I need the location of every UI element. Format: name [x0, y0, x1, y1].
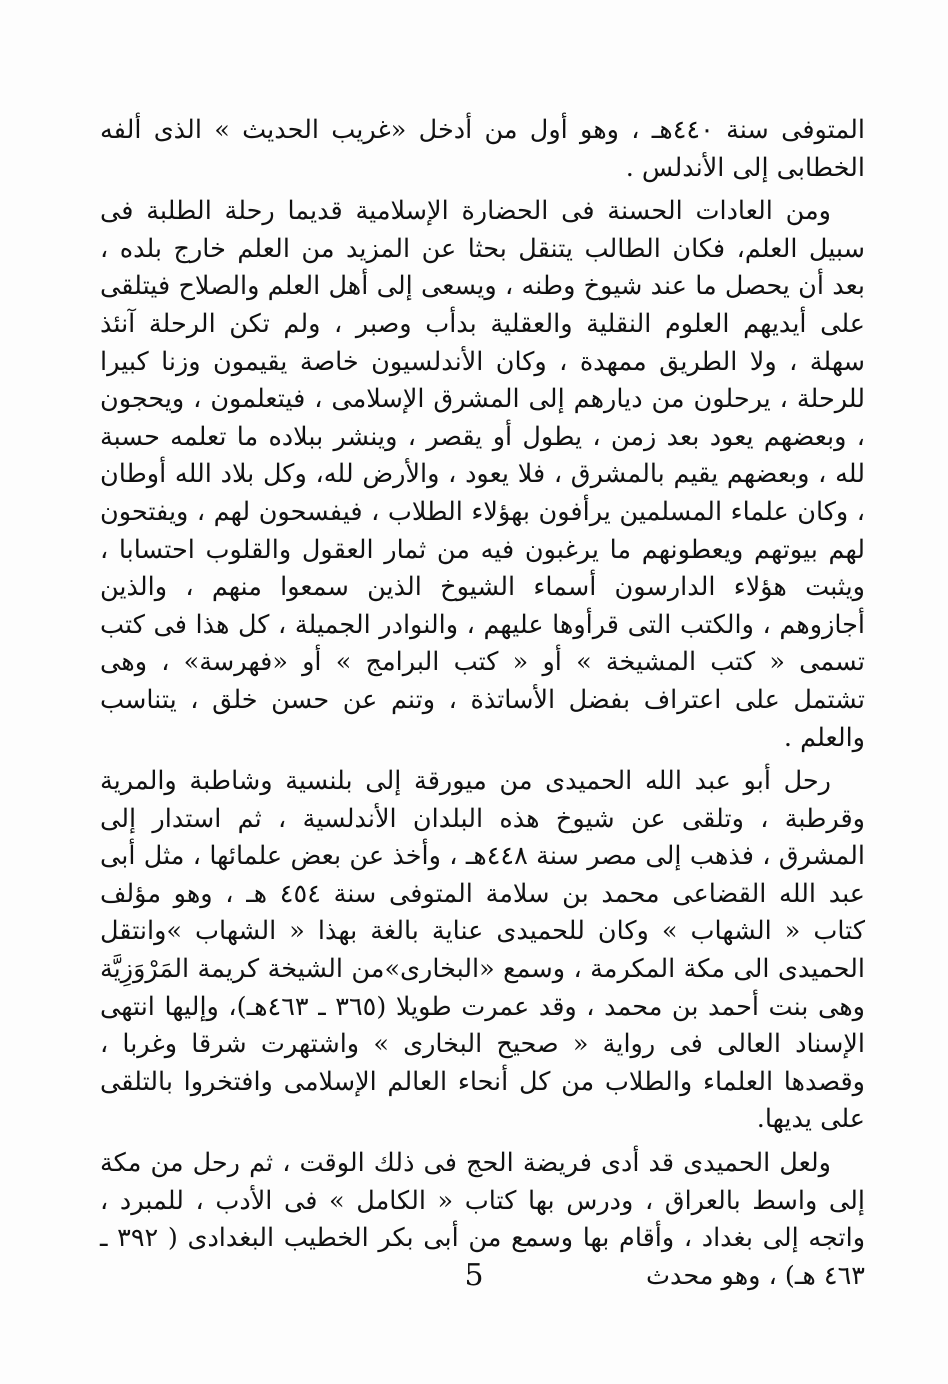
body-text	[100, 112, 865, 1301]
paragraph-scholarly-travel: ومن العادات الحسنة فى الحضارة الإسلامية قديما رحلة الطلبة فى سبيل العلم، فكان الطالب يتنقل بحثا عن المزيد من العلم خارج بلده ، بعد أن يحصل ما عند شيوخ وطنه ، ويسعى إلى أهل العلم والصلاح فيتلقى على أيديهم العلوم النقلية والعقلية بدأب وصبر ، ولم تكن الرحلة آنئذ سهلة ، ولا الطريق ممهدة ، وكان الأندلسيون خاصة يقيمون وزنا كبيرا للرحلة ، يرحلون من ديارهم إلى المشرق الإسلامى ، فيتعلمون ، ويحجون ، وبعضهم يعود بعد زمن ، يطول أو يقصر ، وينشر ببلاده ما تعلمه حسبة لله ، وبعضهم يقيم بالمشرق ، فلا يعود ، والأرض لله، وكل بلاد الله أوطان ، وكان علماء المسلمين يرأفون بهؤلاء الطلاب ، فيفسحون لهم ، ويفتحون لهم بيوتهم ويعطونهم ما يرغبون فيه من ثمار العقول والقلوب احتسابا ، ويثبت هؤلاء الدارسون أسماء الشيوخ الذين سمعوا منهم ، والذين أجازوهم ، والكتب التى قرأوها عليهم ، والنوادر الجميلة ، كل هذا فى كتب تسمى « كتب المشيخة » أو « كتب البرامج » أو «فهرسة» ، وهى تشتمل على اعتراف بفضل الأساتذة ، وتنم عن حسن خلق ، يتناسب والعلم .	[100, 196, 865, 753]
paragraph-hajj-iraq: ولعل الحميدى قد أدى فريضة الحج فى ذلك الوقت ، ثم رحل من مكة إلى واسط بالعراق ، ودرس بها كتاب « الكامل » فى الأدب ، للمبرد ، واتجه إلى بغداد ، وأقام بها وسمع من أبى بكر الخطيب البغدادى ( ٣٩٢ ـ ٤٦٣ هـ) ، وهو محدث	[100, 1148, 866, 1291]
paragraph-humaydi-journey: رحل أبو عبد الله الحميدى من ميورقة إلى بلنسية وشاطبة والمرية وقرطبة ، وتلقى عن شيوخ هذه البلدان الأندلسية ، ثم استدار إلى المشرق ، فذهب إلى مصر سنة ٤٤٨هـ ، وأخذ عن بعض علمائها ، مثل أبى عبد الله القضاعى محمد بن سلامة المتوفى سنة ٤٥٤ هـ ، وهو مؤلف كتاب « الشهاب » وكان للحميدى عناية بالغة بهذا « الشهاب »وانتقل الحميدى الى مكة المكرمة ، وسمع «البخارى»من الشيخة كريمة المَرْوَزِيَّة وهى بنت أحمد بن محمد ، وقد عمرت طويلا (٣٦٥ ـ ٤٦٣هـ)، وإليها انتهى الإسناد العالى فى رواية « صحيح البخارى » واشتهرت شرقا وغربا ، وقصدها العلماء والطلاب من كل أنحاء العالم الإسلامى وافتخروا بالتلقى على يديها.	[100, 766, 865, 1135]
page-number: 5	[464, 1258, 484, 1293]
paragraph-continuation: المتوفى سنة ٤٤٠هـ ، وهو أول من أدخل «غريب الحديث » الذى ألفه الخطابى إلى الأندلس .	[100, 115, 865, 183]
